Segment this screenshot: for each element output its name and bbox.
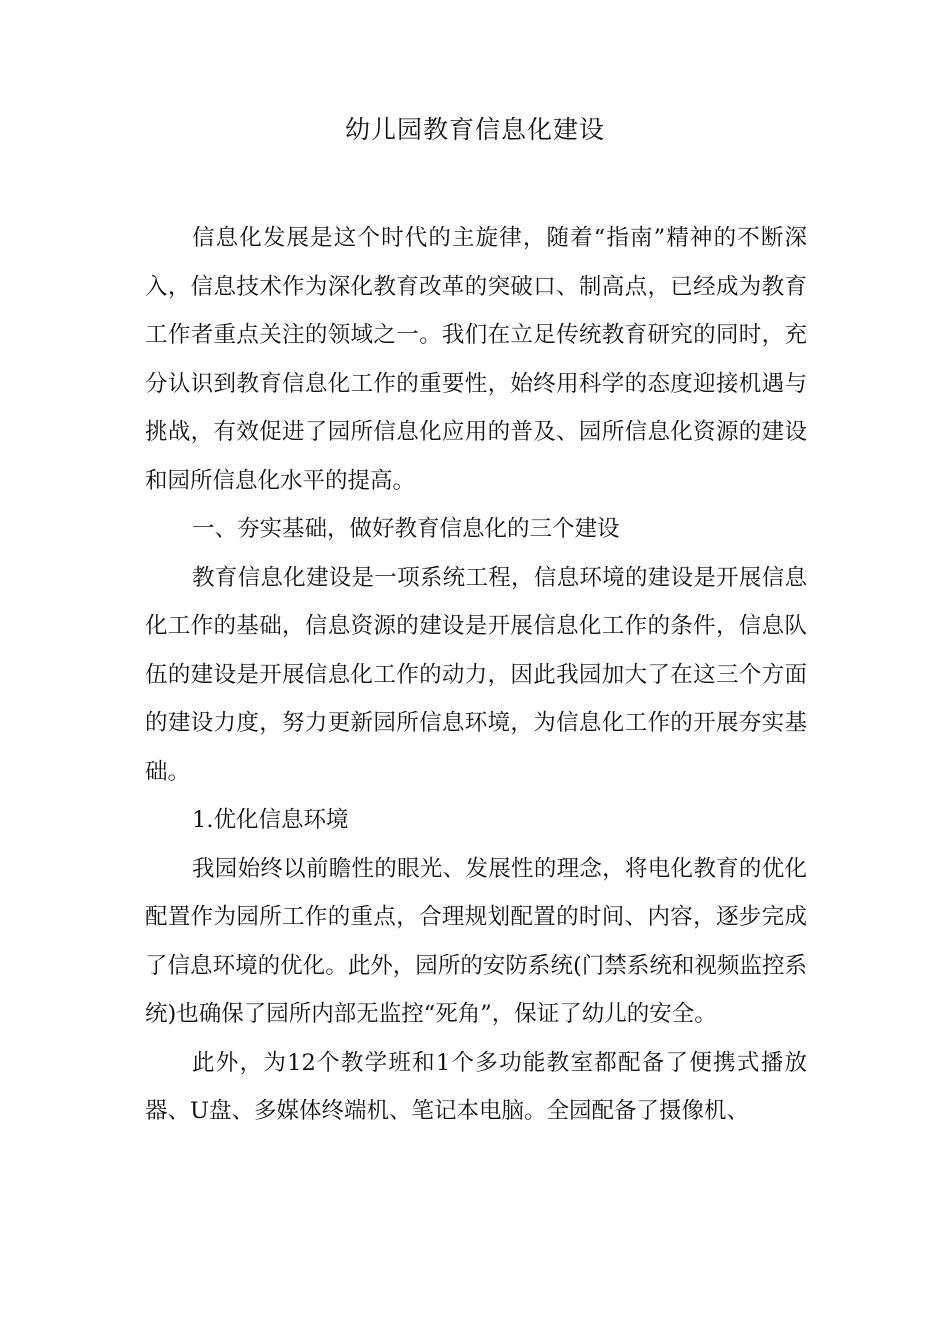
document-title: 幼儿园教育信息化建设 bbox=[344, 115, 605, 144]
paragraph-intro: 信息化发展是这个时代的主旋律，随着“指南”精神的不断深入，信息技术作为深化教育改革的突破口、制高点，已经成为教育工作者重点关注的领域之一。我们在立足传统教育研究的同时，充分认识到教育信息化工作的重要性，始终用科学的态度迎接机遇与挑战，有效促进了园所信息化应用的普及、园所信息化资源的建设和园所信息化水平的提高。 bbox=[145, 225, 807, 494]
paragraph-environment: 我园始终以前瞻性的眼光、发展性的理念，将电化教育的优化配置作为园所工作的重点，合理规划配置的时间、内容，逐步完成了信息环境的优化。此外，园所的安防系统(门禁系统和视频监控系统)也确保了园所内部无监控“死角”，保证了幼儿的安全。 bbox=[145, 855, 807, 1027]
document-body bbox=[145, 214, 807, 1136]
section-heading-1: 一、夯实基础，做好教育信息化的三个建设 bbox=[192, 516, 620, 542]
paragraph-equipment: 此外，为12个教学班和1个多功能教室都配备了便携式播放器、U盘、多媒体终端机、笔记本电脑。全园配备了摄像机、 bbox=[145, 1049, 807, 1124]
subsection-heading-1-1: 1.优化信息环境 bbox=[192, 807, 349, 833]
paragraph-section-1: 教育信息化建设是一项系统工程，信息环境的建设是开展信息化工作的基础，信息资源的建设是开展信息化工作的条件，信息队伍的建设是开展信息化工作的动力，因此我园加大了在这三个方面的建设力度，努力更新园所信息环境，为信息化工作的开展夯实基础。 bbox=[145, 564, 807, 785]
